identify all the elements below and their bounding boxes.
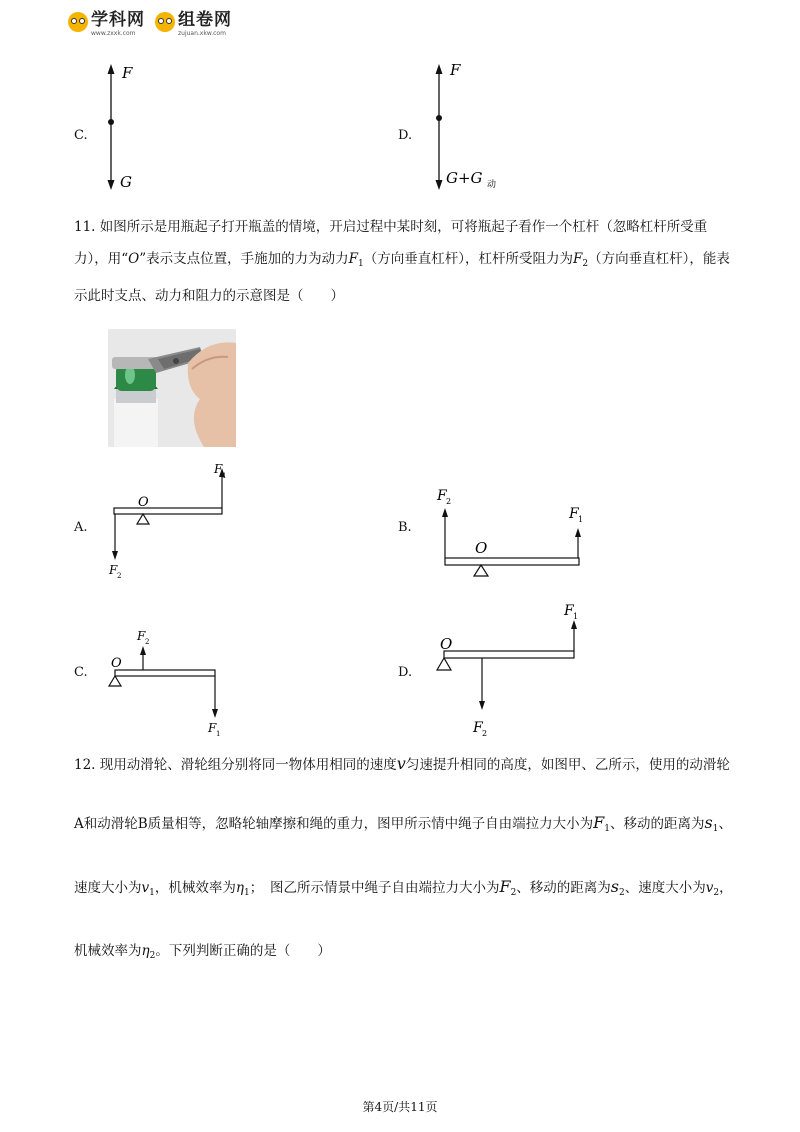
pivot-o-label: O [440, 635, 453, 653]
f2-label: F [473, 720, 483, 736]
logo-url: www.zxxk.com [91, 30, 136, 37]
q12-text-10: 。下列判断正确的是（ ） [155, 943, 331, 959]
f2-sub-label: 2 [117, 572, 122, 580]
q11-option-b-diagram [430, 480, 600, 580]
q11-f2: F [573, 251, 583, 267]
q12-text-8: 、速度大小为 [624, 880, 706, 896]
q12-text-5: ，机械效率为 [154, 880, 236, 896]
logo-name: 学科网 [91, 10, 145, 30]
q12-f2: F [499, 877, 511, 896]
f2-sub-label: 2 [145, 638, 150, 646]
q12-f1-sub: 1 [604, 824, 611, 834]
q12-f2-sub: 2 [510, 888, 517, 898]
q12-v1: v [141, 880, 150, 896]
q12-v2: v [705, 880, 714, 896]
q12-v2-sub: 2 [713, 888, 720, 898]
q10-option-d-diagram [428, 60, 548, 200]
q12-v: v [396, 754, 406, 773]
q12-f1: F [593, 813, 605, 832]
q12-eta1: η [235, 880, 244, 896]
q12-s1-sub: 1 [712, 824, 719, 834]
q12-text-9: ，机械效率为 [74, 880, 733, 959]
q12-s2: s [610, 877, 620, 896]
f1-sub-label: 1 [578, 515, 584, 524]
f2-label: F [437, 488, 447, 504]
q11-f2-sub: 2 [582, 259, 589, 269]
f2-label: F [137, 629, 146, 643]
q11-f1: F [348, 251, 359, 267]
zujuan-logo [155, 10, 232, 38]
force-f-label: F [450, 61, 461, 79]
logo-name: 组卷网 [178, 10, 232, 30]
q12-s1: s [704, 813, 713, 832]
zxxk-logo [68, 10, 145, 38]
q12-s2-sub: 2 [619, 888, 625, 898]
f1-label: F [564, 603, 574, 619]
logo-url: zujuan.xkw.com [178, 30, 226, 37]
q10-option-c-label: C. [74, 128, 88, 143]
page-number: 第4页/共11页 [362, 1100, 438, 1114]
q11-f1-sub: 1 [358, 259, 364, 269]
q11-option-d-label: D. [398, 665, 413, 680]
owl-icon [68, 12, 88, 32]
q12-text-4: 、速度大小为 [74, 816, 732, 896]
q10-option-d-label: D. [398, 128, 413, 143]
header-logos [68, 10, 232, 46]
q12-text-2: 匀速提升相同的高度，如图甲、乙所示，使用的动滑轮A和动滑轮B质量相等，忽略轮轴摩擦和绳的重力，图甲所示情中绳子自由端拉力大小为 [74, 757, 730, 832]
q12-eta2: η [141, 943, 150, 959]
q11-text-3: （方向垂直杠杆），杠杆所受阻力为 [363, 251, 573, 267]
q11-text-1: 如图所示是用瓶起子打开瓶盖的情境，开启过程中某时刻，可将瓶起子看作一个杠杆（忽略杠杆所受重力），用“ [74, 219, 708, 267]
q12-text-6: ； 图乙所示情景中绳子自由端拉力大小为 [249, 880, 500, 896]
q12-text-7: 、移动的距离为 [516, 880, 611, 896]
f1-label: F [208, 721, 217, 735]
question-12 [74, 735, 734, 985]
f1-label: F [569, 506, 579, 522]
q11-o-symbol: O [128, 251, 140, 267]
q12-text-1: 现用动滑轮、滑轮组分别将同一物体用相同的速度 [99, 757, 397, 773]
q11-option-a-label: A. [74, 520, 88, 535]
f1-sub-label: 1 [222, 472, 227, 480]
q10-option-c-diagram [100, 60, 180, 200]
q12-number: 12. [74, 757, 96, 773]
q11-option-c-diagram [100, 622, 250, 740]
f1-label: F [214, 462, 223, 476]
q11-text-4: （方向垂直杠杆），能表示此时支点、动力和阻力的示意图是（ ） [74, 251, 730, 304]
q12-text-3: 、移动的距离为 [610, 816, 705, 832]
q12-v1-sub: 1 [149, 888, 155, 898]
q11-option-a-diagram [100, 460, 250, 585]
q11-option-c-label: C. [74, 665, 88, 680]
f2-sub-label: 2 [482, 729, 488, 738]
owl-icon [155, 12, 175, 32]
q12-eta2-sub: 2 [149, 951, 156, 961]
pivot-o-label: O [475, 539, 488, 557]
question-11 [74, 211, 734, 312]
f1-sub-label: 1 [216, 730, 221, 738]
bottle-opener-photo [108, 329, 236, 447]
q11-option-b-label: B. [398, 520, 412, 535]
gravity-sub-label: 动 [487, 180, 497, 190]
q11-text-2: ”表示支点位置，手施加的力为动力 [139, 251, 349, 267]
q11-number: 11. [74, 219, 96, 235]
force-f-label: F [122, 64, 133, 82]
gravity-sum-label: G+G [446, 169, 483, 187]
q11-option-d-diagram [430, 596, 600, 741]
f2-sub-label: 2 [446, 497, 452, 506]
pivot-o-label: O [138, 495, 149, 510]
pivot-o-label: O [111, 656, 122, 671]
gravity-g-label: G [120, 173, 132, 191]
q12-eta1-sub: 1 [243, 888, 250, 898]
f2-label: F [109, 563, 118, 577]
f1-sub-label: 1 [573, 612, 579, 621]
